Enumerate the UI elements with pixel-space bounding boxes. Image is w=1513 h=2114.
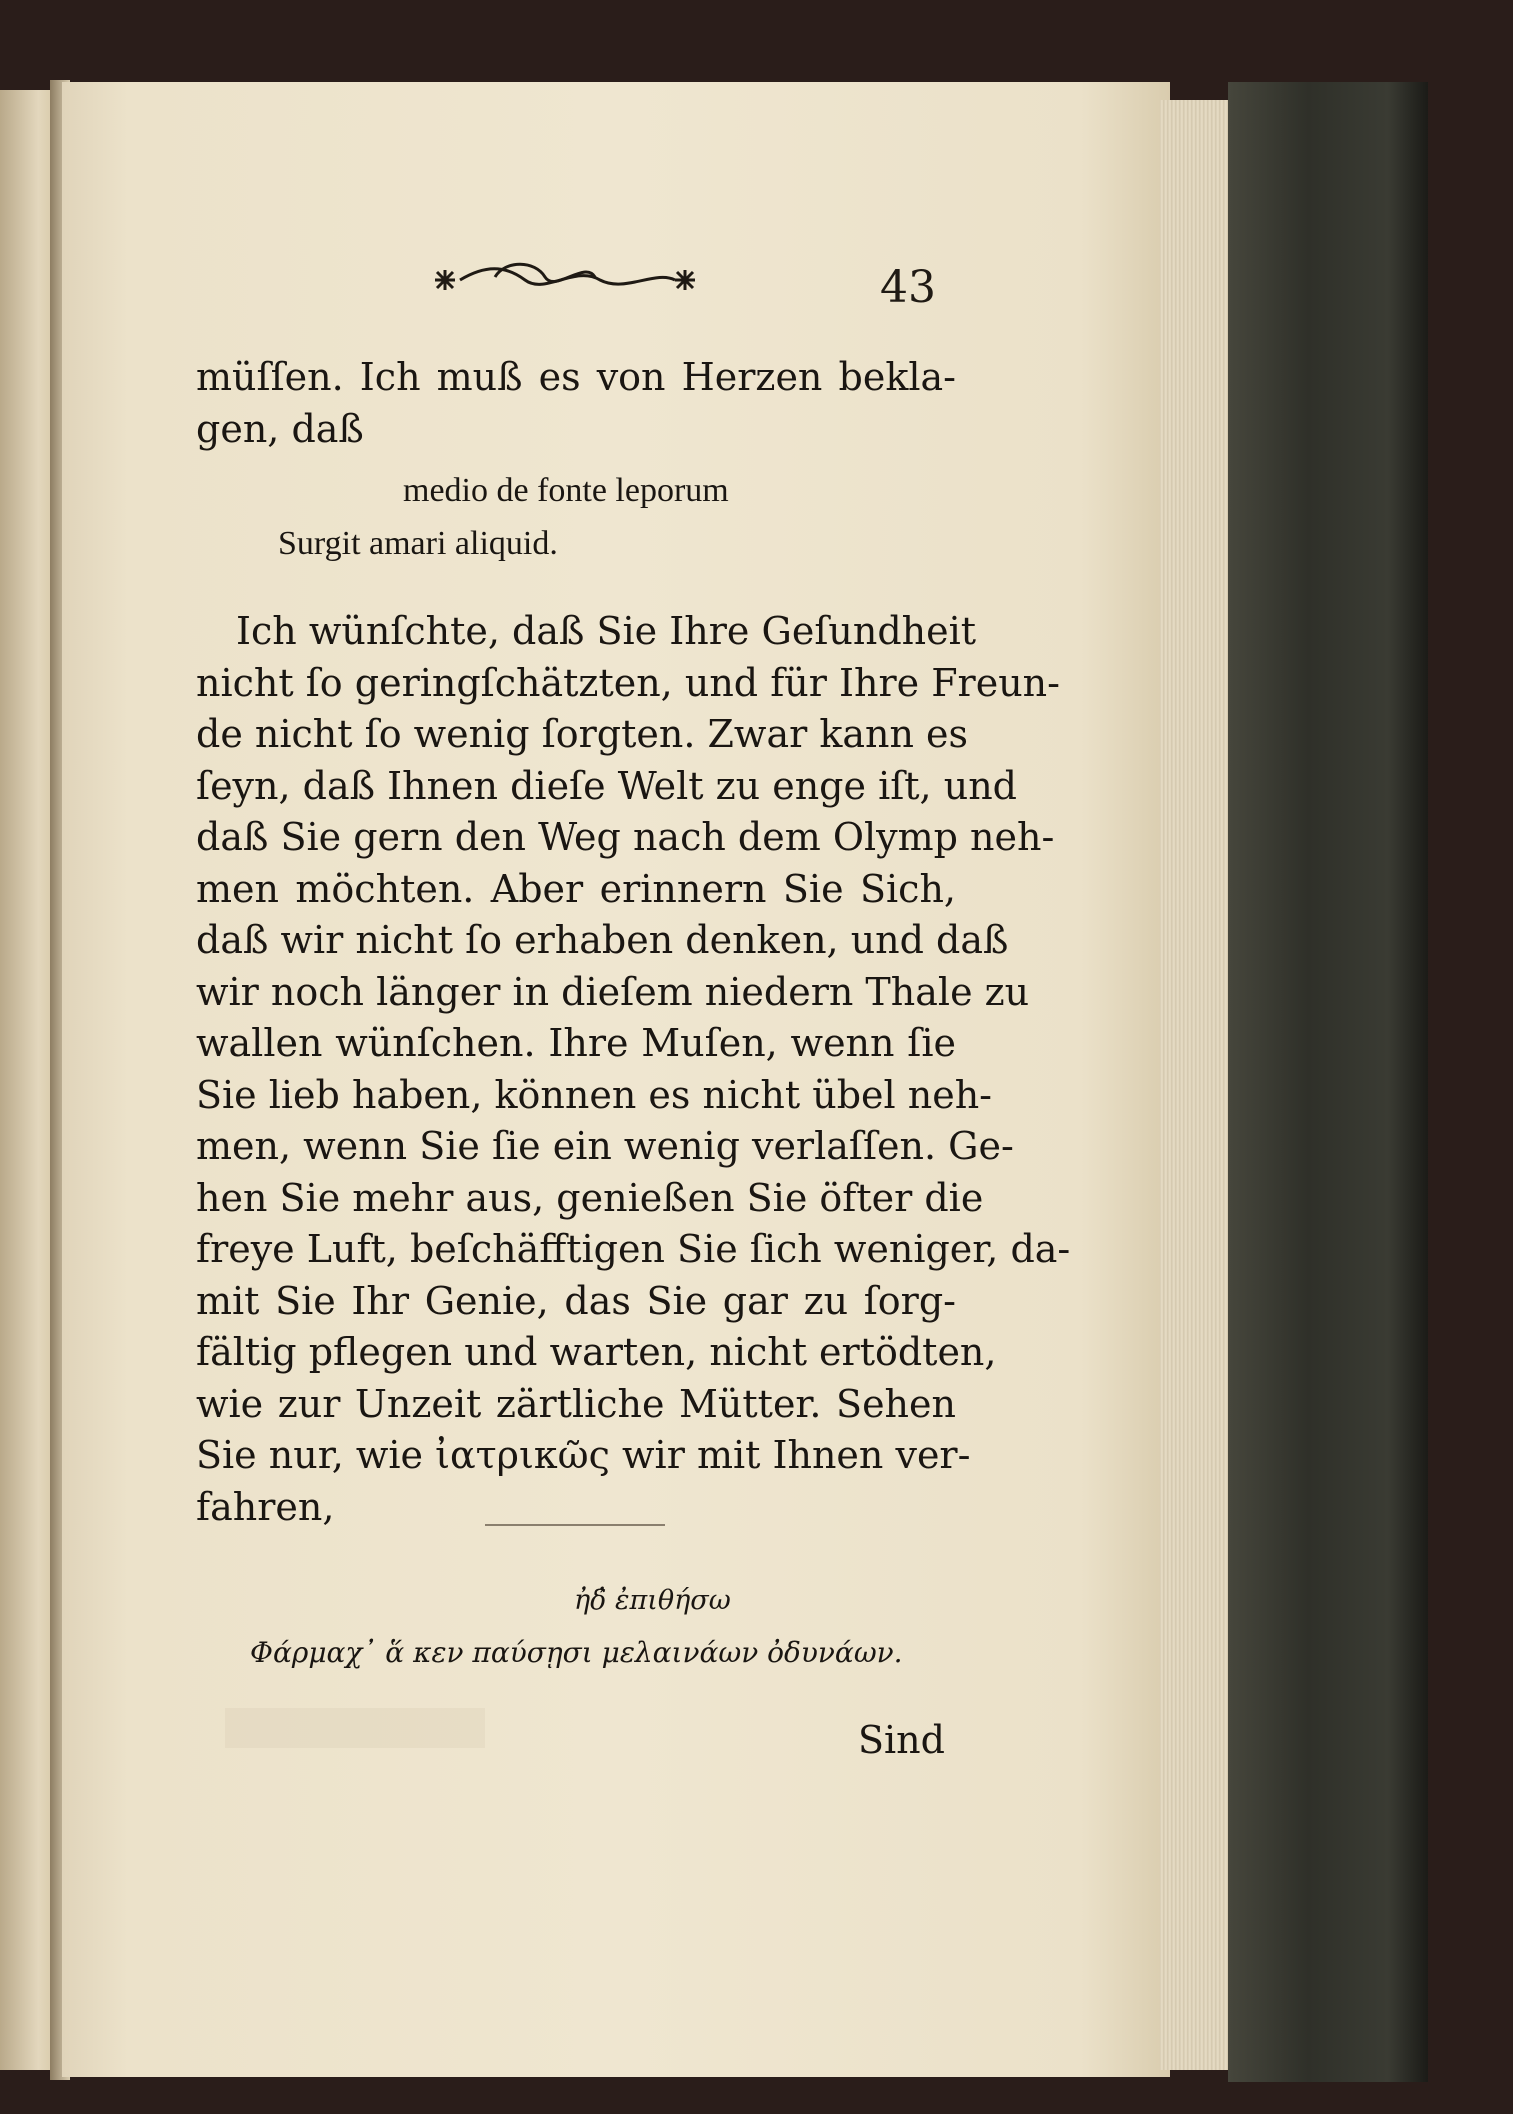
text-line: Sie nur, wie ἰατρικῶς wir mit Ihnen ver- — [196, 1433, 971, 1477]
text-line: Sie lieb haben, können es nicht übel neh- — [196, 1072, 993, 1117]
text-line: Ich wünſchte, daß Sie Ihre Geſundheit — [236, 609, 977, 653]
facing-page-edge — [0, 90, 55, 2070]
page-number: 43 — [880, 262, 936, 313]
text-line: daß wir nicht ſo erhaben denken, und daß — [196, 918, 1009, 962]
page-stack-edge — [1160, 100, 1232, 2070]
text-line: nicht ſo geringſchätzten, und für Ihre Freun- — [196, 660, 1060, 705]
text-line: gen, daß — [196, 406, 364, 451]
book-cover — [1228, 82, 1428, 2082]
text-line: men, wenn Sie ſie ein wenig verlaſſen. Ge- — [196, 1124, 1014, 1168]
footnote-rule — [485, 1524, 665, 1526]
text-line: wir noch länger in dieſem niedern Thale zu — [196, 969, 1030, 1014]
text-line: hen Sie mehr aus, genießen Sie öfter die — [196, 1175, 984, 1220]
latin-verse-line: medio de fonte leporum — [403, 472, 729, 509]
head-ornament — [425, 255, 705, 305]
text-line: ſeyn, daß Ihnen dieſe Welt zu enge iſt, und — [196, 763, 1017, 808]
text-line: wie zur Unzeit zärtliche Mütter. Sehen — [196, 1381, 956, 1426]
text-line: fältig pflegen und warten, nicht ertödten, — [196, 1330, 997, 1374]
text-line: müſſen. Ich muß es von Herzen bekla- — [196, 355, 956, 399]
text-line: fahren, — [196, 1484, 335, 1529]
text-line: freye Luft, beſchäfftigen Sie ſich weniger, da- — [196, 1227, 1071, 1271]
text-line: daß Sie gern den Weg nach dem Olymp neh- — [196, 815, 1055, 859]
latin-verse-line: Surgit amari aliquid. — [278, 525, 558, 562]
show-through-text — [225, 1708, 485, 1748]
main-paragraph — [196, 606, 1071, 1533]
text-line: men möchten. Aber erinnern Sie Sich, — [196, 866, 956, 911]
footnote-line: Φάρμαχ᾽ ἅ κεν παύσῃσι μελαινάων ὀδυνάων. — [250, 1636, 903, 1669]
catchword: Sind — [858, 1718, 945, 1762]
text-line: wallen wünſchen. Ihre Muſen, wenn ſie — [196, 1021, 956, 1065]
text-line: mit Sie Ihr Genie, das Sie gar zu ſorg- — [196, 1278, 956, 1323]
text-line: de nicht ſo wenig ſorgten. Zwar kann es — [196, 712, 969, 756]
footnote-line: ἠδ̓ ἐπιθήσω — [574, 1585, 731, 1616]
text-block-top — [196, 352, 956, 455]
